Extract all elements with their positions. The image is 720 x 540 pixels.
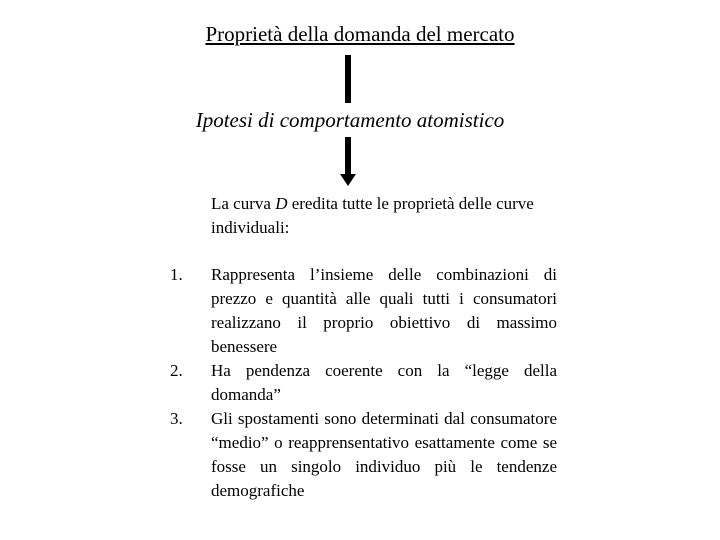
page-title: Proprietà della domanda del mercato bbox=[205, 22, 515, 46]
list-item bbox=[170, 359, 557, 407]
intro-text-end: eredita tutte le proprietà delle curve individuali: bbox=[211, 194, 534, 237]
list-item-number: 2. bbox=[170, 361, 183, 380]
list-item-text: Ha pendenza coerente con la “legge della domanda” bbox=[211, 361, 557, 404]
list-item-number: 3. bbox=[170, 409, 183, 428]
arrow-down-icon bbox=[340, 174, 356, 186]
property-list bbox=[170, 263, 557, 503]
connector-line-bottom bbox=[345, 137, 351, 175]
curve-variable: D bbox=[275, 194, 288, 213]
intro-text-start: La curva bbox=[211, 194, 276, 213]
list-item-text: Gli spostamenti sono determinati dal consumatore “medio” o reapprensentativo esattamente come se fosse un singolo individuo più le tendenze demografiche bbox=[211, 409, 557, 500]
connector-line-top bbox=[345, 55, 351, 103]
list-item bbox=[170, 407, 557, 503]
list-item-text: Rappresenta l’insieme delle combinazioni di prezzo e quantità alle quali tutti i consumatori realizzano il proprio obiettivo di massimo benessere bbox=[211, 265, 557, 356]
list-item bbox=[170, 263, 557, 359]
hypothesis-label: Ipotesi di comportamento atomistico bbox=[195, 108, 505, 132]
list-item-number: 1. bbox=[170, 265, 183, 284]
intro-text bbox=[211, 192, 571, 240]
